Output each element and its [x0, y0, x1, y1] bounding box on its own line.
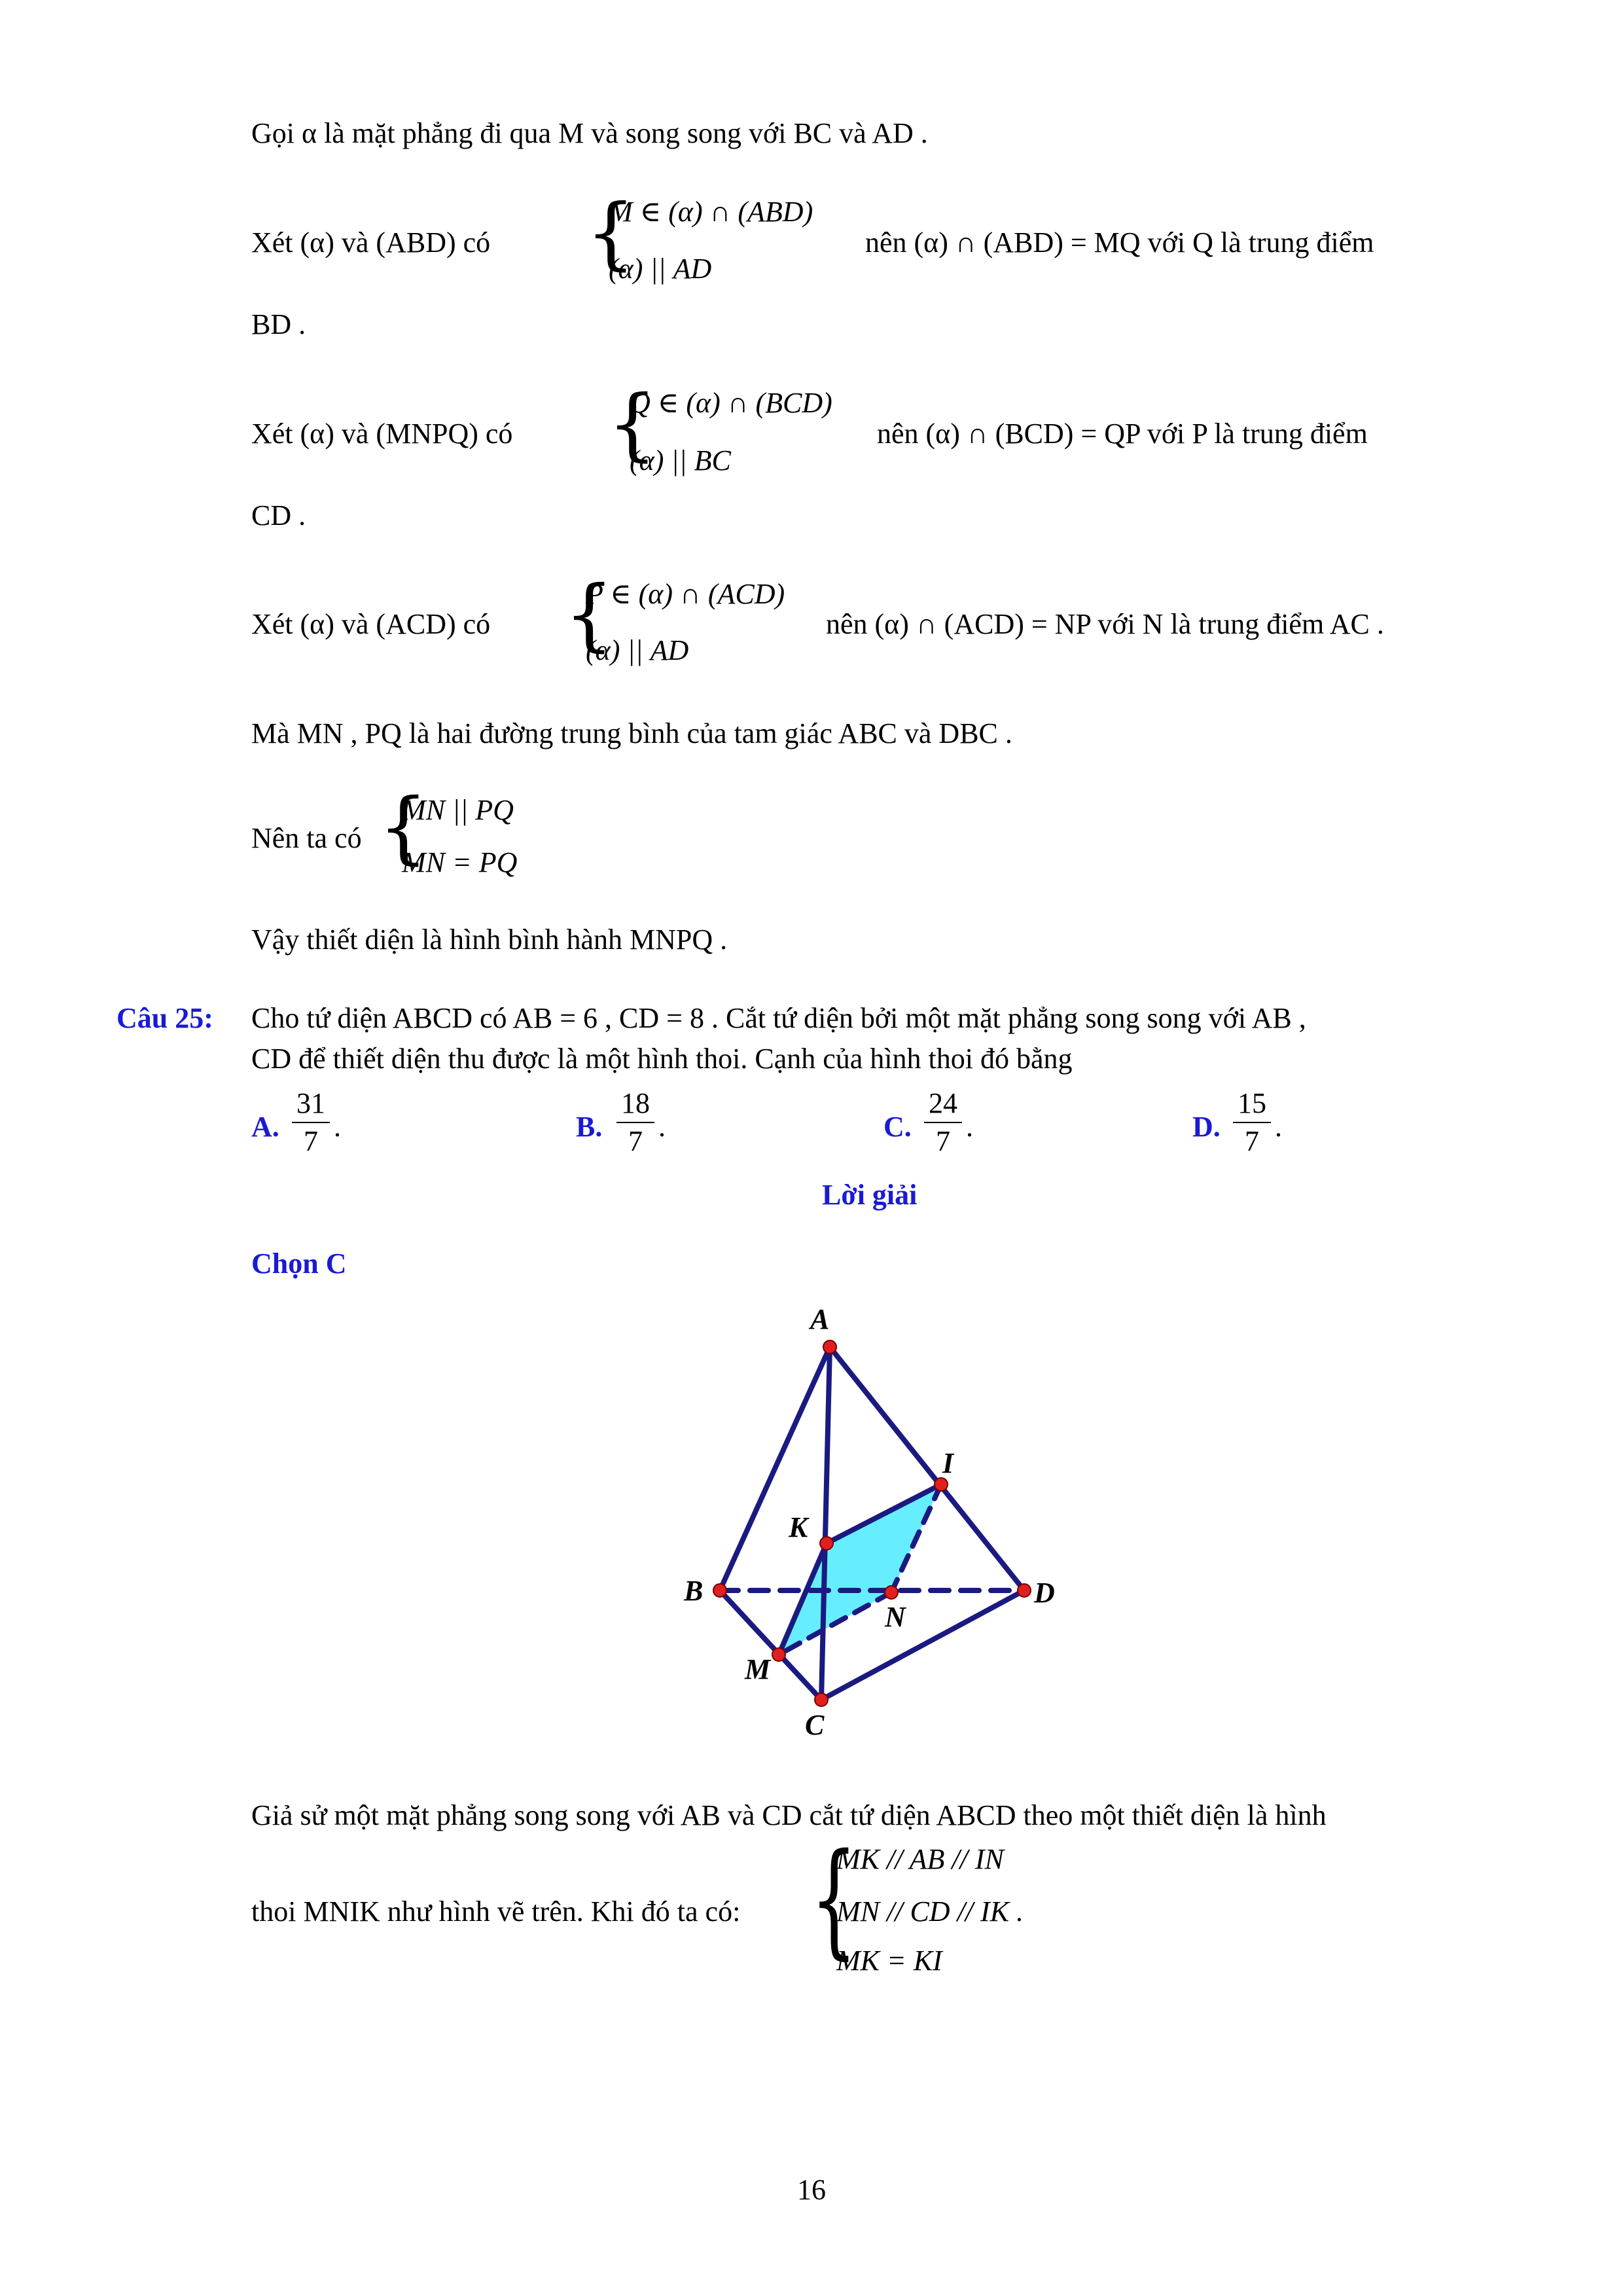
- text-line-5: Mà MN , PQ là hai đường trung bình của tam giác ABC và DBC .: [251, 717, 1012, 749]
- page-number: 16: [797, 2174, 826, 2206]
- solution-text: Giả sử một mặt phẳng song song với AB và CD cắt tứ diện ABCD theo một thiết diện là hình: [251, 1799, 1327, 1831]
- system-eq: MK = KI: [836, 1945, 942, 1977]
- question-label: Câu 25:: [116, 1002, 213, 1034]
- system-eq: (α) || AD: [586, 634, 689, 666]
- option-label: D.: [1192, 1111, 1221, 1143]
- question-text: CD để thiết diện thu được là một hình thoi. Cạnh của hình thoi đó bằng: [251, 1043, 1073, 1075]
- point-d: [1018, 1584, 1031, 1597]
- point-b: [713, 1584, 726, 1597]
- point-a: [823, 1340, 836, 1354]
- text-line-4a: Xét (α) và (ACD) có: [251, 608, 491, 640]
- option-fraction: 15 7: [1229, 1086, 1275, 1158]
- label-b: B: [684, 1575, 704, 1607]
- text-line-4b: nên (α) ∩ (ACD) = NP với N là trung điểm AC .: [826, 608, 1384, 640]
- system-eq: M ∈ (α) ∩ (ABD): [609, 196, 813, 228]
- question-text: Cho tứ diện ABCD có AB = 6 , CD = 8 . Cắt tứ diện bởi một mặt phẳng song song với AB ,: [251, 1002, 1306, 1034]
- system-eq: MN = PQ: [402, 846, 518, 878]
- system-brace: {: [378, 782, 429, 873]
- option-fraction: 18 7: [613, 1086, 658, 1158]
- system-eq: MN || PQ: [402, 794, 514, 826]
- text-line-2b: nên (α) ∩ (ABD) = MQ với Q là trung điểm: [865, 226, 1374, 259]
- point-i: [935, 1478, 948, 1491]
- option-label: B.: [576, 1111, 603, 1143]
- text-line-7: Vậy thiết diện là hình bình hành MNPQ .: [251, 924, 728, 956]
- text-line-3b: nên (α) ∩ (BCD) = QP với P là trung điểm: [877, 418, 1368, 450]
- solution-heading: Lời giải: [822, 1179, 918, 1211]
- label-d: D: [1034, 1577, 1055, 1609]
- point-k: [820, 1537, 833, 1550]
- label-a: A: [810, 1303, 830, 1335]
- label-m: M: [745, 1653, 771, 1685]
- solution-choice: Chọn C: [251, 1247, 347, 1280]
- option-label: A.: [251, 1111, 279, 1143]
- system-brace: {: [810, 1827, 858, 1971]
- rhombus-section: [779, 1484, 941, 1655]
- system-eq: (α) || BC: [630, 444, 731, 476]
- label-n: N: [885, 1601, 906, 1633]
- tetrahedron-figure: [654, 1296, 1113, 1754]
- point-c: [815, 1693, 828, 1706]
- option-fraction: 24 7: [920, 1086, 966, 1158]
- text-line-2c: BD .: [251, 308, 306, 340]
- system-brace: {: [564, 569, 615, 660]
- system-eq: P ∈ (α) ∩ (ACD): [586, 578, 785, 610]
- system-brace: {: [607, 379, 658, 470]
- text-line-1: Gọi α là mặt phẳng đi qua M và song song với BC và AD .: [251, 117, 928, 149]
- system-eq: (α) || AD: [609, 253, 712, 285]
- system-eq: MN // CD // IK .: [836, 1895, 1024, 1928]
- label-k: K: [789, 1511, 808, 1543]
- point-n: [885, 1586, 898, 1599]
- text-line-3a: Xét (α) và (MNPQ) có: [251, 418, 513, 450]
- solution-text: thoi MNIK như hình vẽ trên. Khi đó ta có:: [251, 1895, 741, 1928]
- system-eq: MK // AB // IN: [836, 1843, 1004, 1875]
- text-line-2a: Xét (α) và (ABD) có: [251, 226, 491, 259]
- system-eq: Q ∈ (α) ∩ (BCD): [630, 387, 832, 419]
- option-label: C.: [883, 1111, 912, 1143]
- edge-ac: [821, 1347, 830, 1700]
- point-m: [772, 1648, 785, 1661]
- option-fraction: 31 7: [288, 1086, 334, 1158]
- edge-ab: [720, 1347, 830, 1590]
- text-line-6a: Nên ta có: [251, 822, 362, 854]
- label-i: I: [942, 1447, 954, 1479]
- text-line-3c: CD .: [251, 499, 306, 531]
- system-brace: {: [586, 188, 636, 279]
- label-c: C: [805, 1709, 825, 1741]
